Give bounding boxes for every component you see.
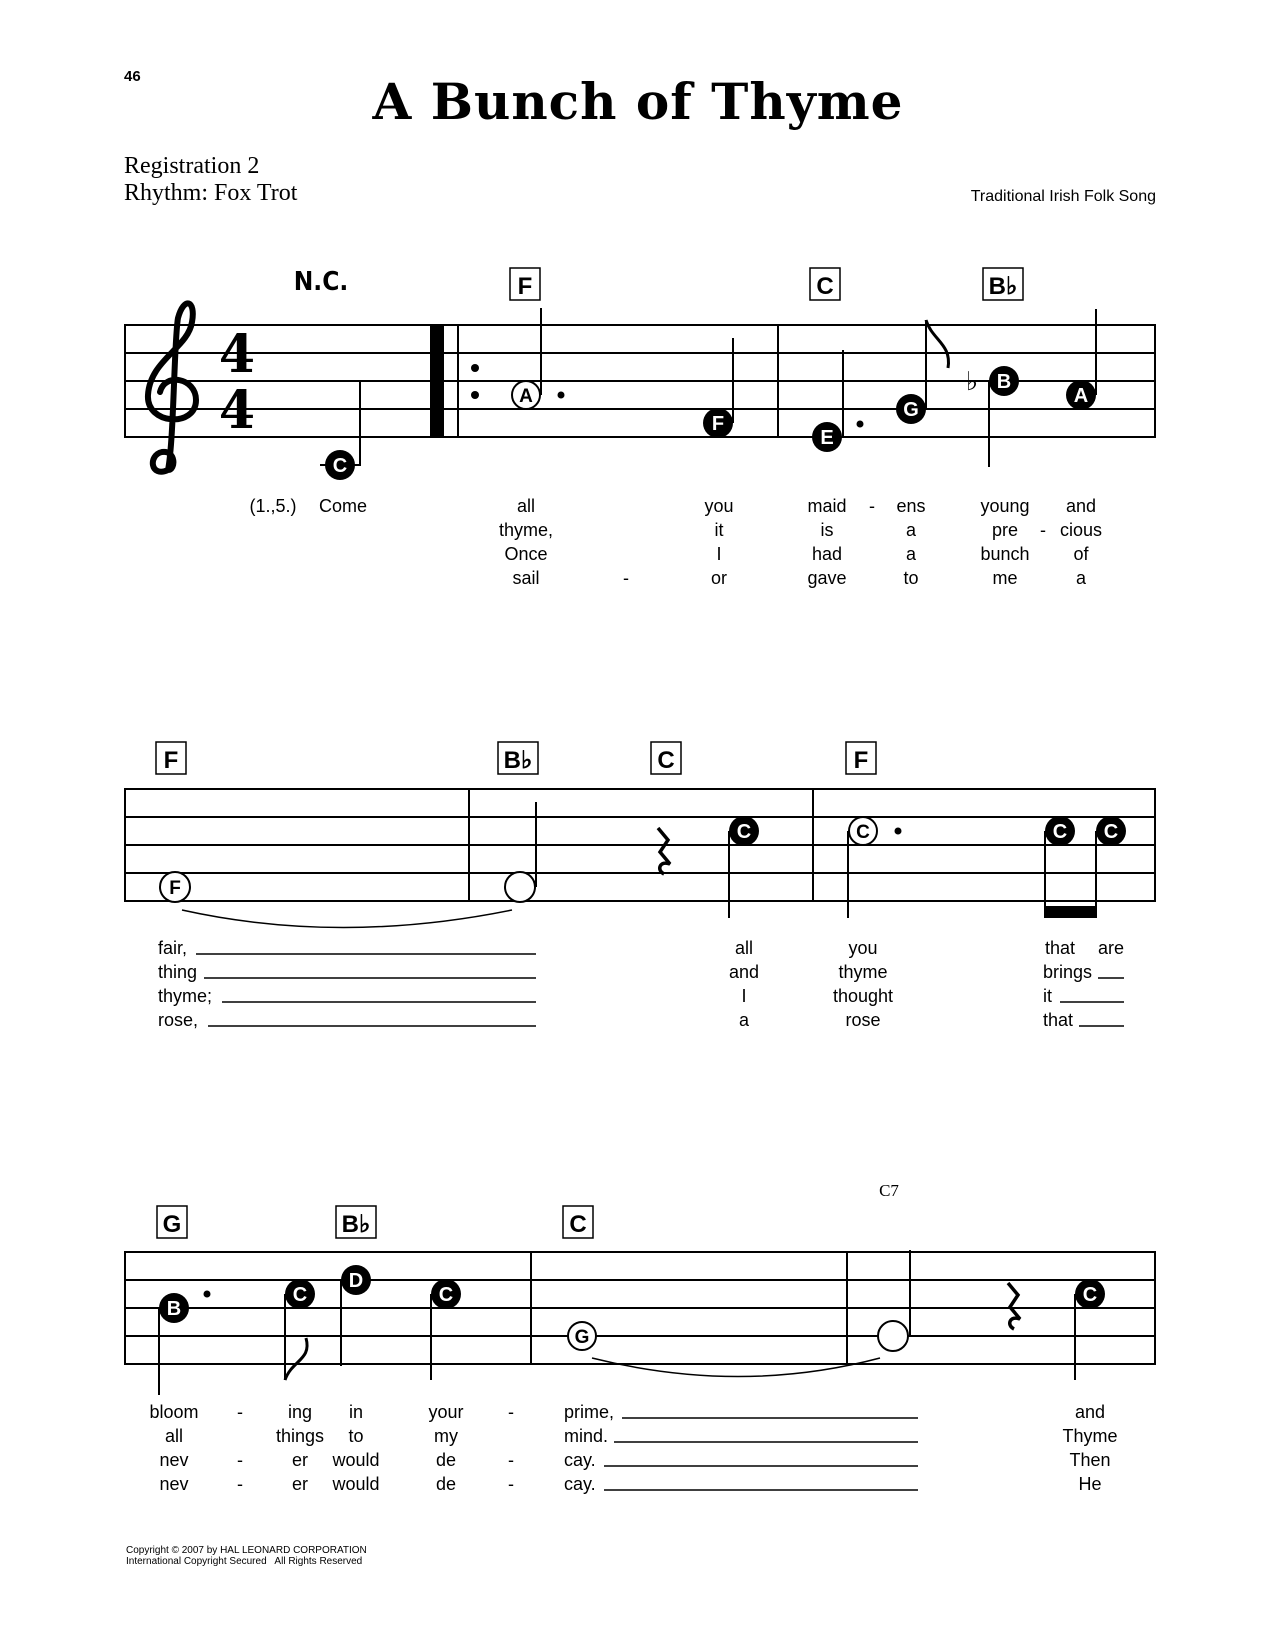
- svg-text:(1.,5.): (1.,5.): [249, 496, 297, 516]
- note-g: [568, 1322, 596, 1350]
- svg-text:a: a: [905, 520, 917, 540]
- system-2: [124, 742, 1156, 1030]
- svg-text:had: had: [811, 544, 843, 564]
- repeat-start-thick-bar: [430, 325, 444, 437]
- chord-box: [651, 742, 681, 774]
- svg-text:G: G: [574, 1327, 590, 1348]
- svg-text:bunch: bunch: [980, 544, 1030, 564]
- svg-text:or: or: [710, 568, 728, 588]
- svg-text:all: all: [734, 938, 754, 958]
- svg-text:-: -: [623, 568, 629, 588]
- repeat-dot: [471, 364, 479, 372]
- svg-text:C: C: [1052, 821, 1068, 843]
- svg-text:er: er: [291, 1450, 309, 1470]
- svg-text:a: a: [738, 1010, 750, 1030]
- svg-text:that: that: [1044, 938, 1076, 958]
- chord-box: [498, 742, 538, 774]
- quarter-rest: [658, 828, 670, 874]
- tie: [592, 1358, 880, 1377]
- repeat-dot: [471, 391, 479, 399]
- svg-text:maid: maid: [807, 496, 847, 516]
- svg-text:things: things: [275, 1426, 325, 1446]
- system-1: [124, 267, 1156, 588]
- svg-text:thing: thing: [158, 962, 198, 982]
- chord-box: [563, 1206, 593, 1238]
- svg-text:B♭: B♭: [341, 1211, 371, 1238]
- note-d: [341, 1265, 371, 1366]
- note-a: [512, 308, 565, 409]
- svg-text:would: would: [332, 1474, 380, 1494]
- svg-text:nev: nev: [159, 1450, 189, 1470]
- svg-text:F: F: [853, 747, 869, 774]
- svg-text:D: D: [348, 1270, 364, 1292]
- note-b: [159, 1291, 211, 1396]
- svg-text:C: C: [1082, 1284, 1098, 1306]
- svg-text:is: is: [820, 520, 834, 540]
- svg-text:C: C: [736, 821, 752, 843]
- lyrics: [158, 938, 1124, 1030]
- note-c: [729, 816, 759, 918]
- copyright-line: Copyright © 2007 by HAL LEONARD CORPORATION: [126, 1545, 367, 1556]
- svg-text:F: F: [163, 747, 179, 774]
- svg-text:nev: nev: [159, 1474, 189, 1494]
- svg-text:C: C: [292, 1284, 308, 1306]
- svg-text:my: my: [434, 1426, 458, 1446]
- svg-text:C: C: [816, 273, 834, 300]
- svg-text:F: F: [517, 273, 533, 300]
- svg-text:I: I: [716, 544, 722, 564]
- svg-text:of: of: [1073, 544, 1089, 564]
- svg-text:B: B: [166, 1298, 182, 1320]
- svg-text:C: C: [856, 822, 870, 843]
- extender-lines: [604, 1418, 918, 1490]
- svg-text:bloom: bloom: [149, 1402, 199, 1422]
- svg-text:thyme;: thyme;: [158, 986, 213, 1006]
- rhythm-label: Rhythm: Fox Trot: [124, 180, 298, 206]
- svg-text:Then: Then: [1069, 1450, 1111, 1470]
- half-note: [878, 1250, 910, 1351]
- svg-text:and: and: [1065, 496, 1097, 516]
- svg-text:-: -: [508, 1402, 514, 1422]
- svg-text:and: and: [728, 962, 760, 982]
- svg-text:Once: Once: [504, 544, 548, 564]
- copyright-notice: [126, 1545, 367, 1567]
- svg-text:fair,: fair,: [158, 938, 188, 958]
- tie: [182, 910, 512, 928]
- svg-text:-: -: [869, 496, 875, 516]
- staff-lines: [124, 1252, 1156, 1364]
- svg-text:rose,: rose,: [158, 1010, 199, 1030]
- svg-text:are: are: [1097, 938, 1125, 958]
- note-c: [848, 817, 902, 918]
- svg-text:cay.: cay.: [564, 1474, 596, 1494]
- svg-text:B: B: [996, 371, 1012, 393]
- svg-text:E: E: [820, 427, 834, 449]
- lyrics: [149, 1402, 1117, 1494]
- svg-text:you: you: [704, 496, 734, 516]
- svg-text:to: to: [348, 1426, 364, 1446]
- svg-text:a: a: [1075, 568, 1087, 588]
- svg-text:you: you: [848, 938, 878, 958]
- svg-text:F: F: [169, 878, 181, 899]
- svg-text:cious: cious: [1059, 520, 1103, 540]
- svg-text:your: your: [428, 1402, 464, 1422]
- composer-credit: Traditional Irish Folk Song: [970, 188, 1156, 205]
- svg-text:in: in: [348, 1402, 364, 1422]
- svg-text:sail: sail: [512, 568, 540, 588]
- svg-text:and: and: [1074, 1402, 1106, 1422]
- svg-text:mind.: mind.: [564, 1426, 609, 1446]
- svg-text:C: C: [438, 1284, 454, 1306]
- chord-symbol: N.C.: [293, 267, 349, 297]
- page-number: 46: [124, 68, 141, 85]
- svg-text:-: -: [237, 1474, 243, 1494]
- svg-text:-: -: [508, 1474, 514, 1494]
- registration-label: Registration 2: [124, 153, 260, 179]
- chord-symbol: C7: [879, 1181, 899, 1200]
- staff-lines: [124, 789, 1156, 901]
- system-3: [124, 1181, 1156, 1494]
- svg-text:all: all: [164, 1426, 184, 1446]
- svg-text:Come: Come: [318, 496, 368, 516]
- svg-text:cay.: cay.: [564, 1450, 596, 1470]
- svg-text:gave: gave: [807, 568, 847, 588]
- chord-box: [157, 1206, 187, 1238]
- svg-text:it: it: [1043, 986, 1052, 1006]
- chord-box: [336, 1206, 376, 1238]
- eighth-note-pair: [1044, 816, 1126, 918]
- svg-text:He: He: [1078, 1474, 1102, 1494]
- svg-text:would: would: [332, 1450, 380, 1470]
- svg-text:F: F: [711, 413, 725, 435]
- svg-text:thought: thought: [832, 986, 894, 1006]
- quarter-rest: [1008, 1283, 1020, 1329]
- svg-text:prime,: prime,: [564, 1402, 615, 1422]
- note-b: [989, 366, 1019, 467]
- time-signature-bottom: 4: [218, 380, 256, 441]
- svg-text:-: -: [237, 1450, 243, 1470]
- chord-box: [846, 742, 876, 774]
- svg-text:thyme: thyme: [838, 962, 888, 982]
- note-f: [160, 872, 190, 902]
- svg-text:Thyme: Thyme: [1062, 1426, 1118, 1446]
- svg-text:G: G: [903, 399, 919, 421]
- svg-text:B♭: B♭: [988, 273, 1018, 300]
- copyright-line: International Copyright Secured All Rights Reserved: [126, 1556, 363, 1567]
- svg-text:ens: ens: [896, 496, 926, 516]
- extender-lines: [196, 954, 1124, 1026]
- note-c: [320, 381, 361, 480]
- svg-text:that: that: [1043, 1010, 1074, 1030]
- svg-text:all: all: [516, 496, 536, 516]
- treble-clef: [148, 303, 196, 471]
- svg-text:me: me: [992, 568, 1018, 588]
- chord-box: [510, 268, 540, 300]
- svg-text:G: G: [162, 1211, 182, 1238]
- chord-box: [810, 268, 840, 300]
- svg-text:-: -: [237, 1402, 243, 1422]
- song-title: A Bunch of Thyme: [372, 72, 904, 131]
- svg-text:a: a: [905, 544, 917, 564]
- svg-text:-: -: [508, 1450, 514, 1470]
- svg-text:it: it: [714, 520, 724, 540]
- chord-box: [983, 268, 1023, 300]
- svg-text:I: I: [741, 986, 747, 1006]
- svg-text:C: C: [1103, 821, 1119, 843]
- svg-text:rose: rose: [845, 1010, 881, 1030]
- svg-text:B♭: B♭: [503, 747, 533, 774]
- svg-text:thyme,: thyme,: [498, 520, 554, 540]
- svg-text:-: -: [1040, 520, 1046, 540]
- svg-text:ing: ing: [287, 1402, 313, 1422]
- flat-sign: ♭: [965, 367, 979, 397]
- svg-text:C: C: [657, 747, 675, 774]
- svg-text:brings: brings: [1043, 962, 1093, 982]
- svg-text:A: A: [519, 386, 533, 407]
- svg-text:young: young: [980, 496, 1030, 516]
- chord-box: [156, 742, 186, 774]
- svg-text:C: C: [332, 455, 348, 477]
- svg-text:A: A: [1073, 385, 1089, 407]
- svg-text:de: de: [435, 1474, 457, 1494]
- lyrics: [249, 496, 1102, 588]
- svg-text:er: er: [291, 1474, 309, 1494]
- time-signature-top: 4: [218, 324, 256, 385]
- svg-text:pre: pre: [991, 520, 1019, 540]
- svg-text:de: de: [435, 1450, 457, 1470]
- svg-text:to: to: [903, 568, 919, 588]
- svg-text:C: C: [569, 1211, 587, 1238]
